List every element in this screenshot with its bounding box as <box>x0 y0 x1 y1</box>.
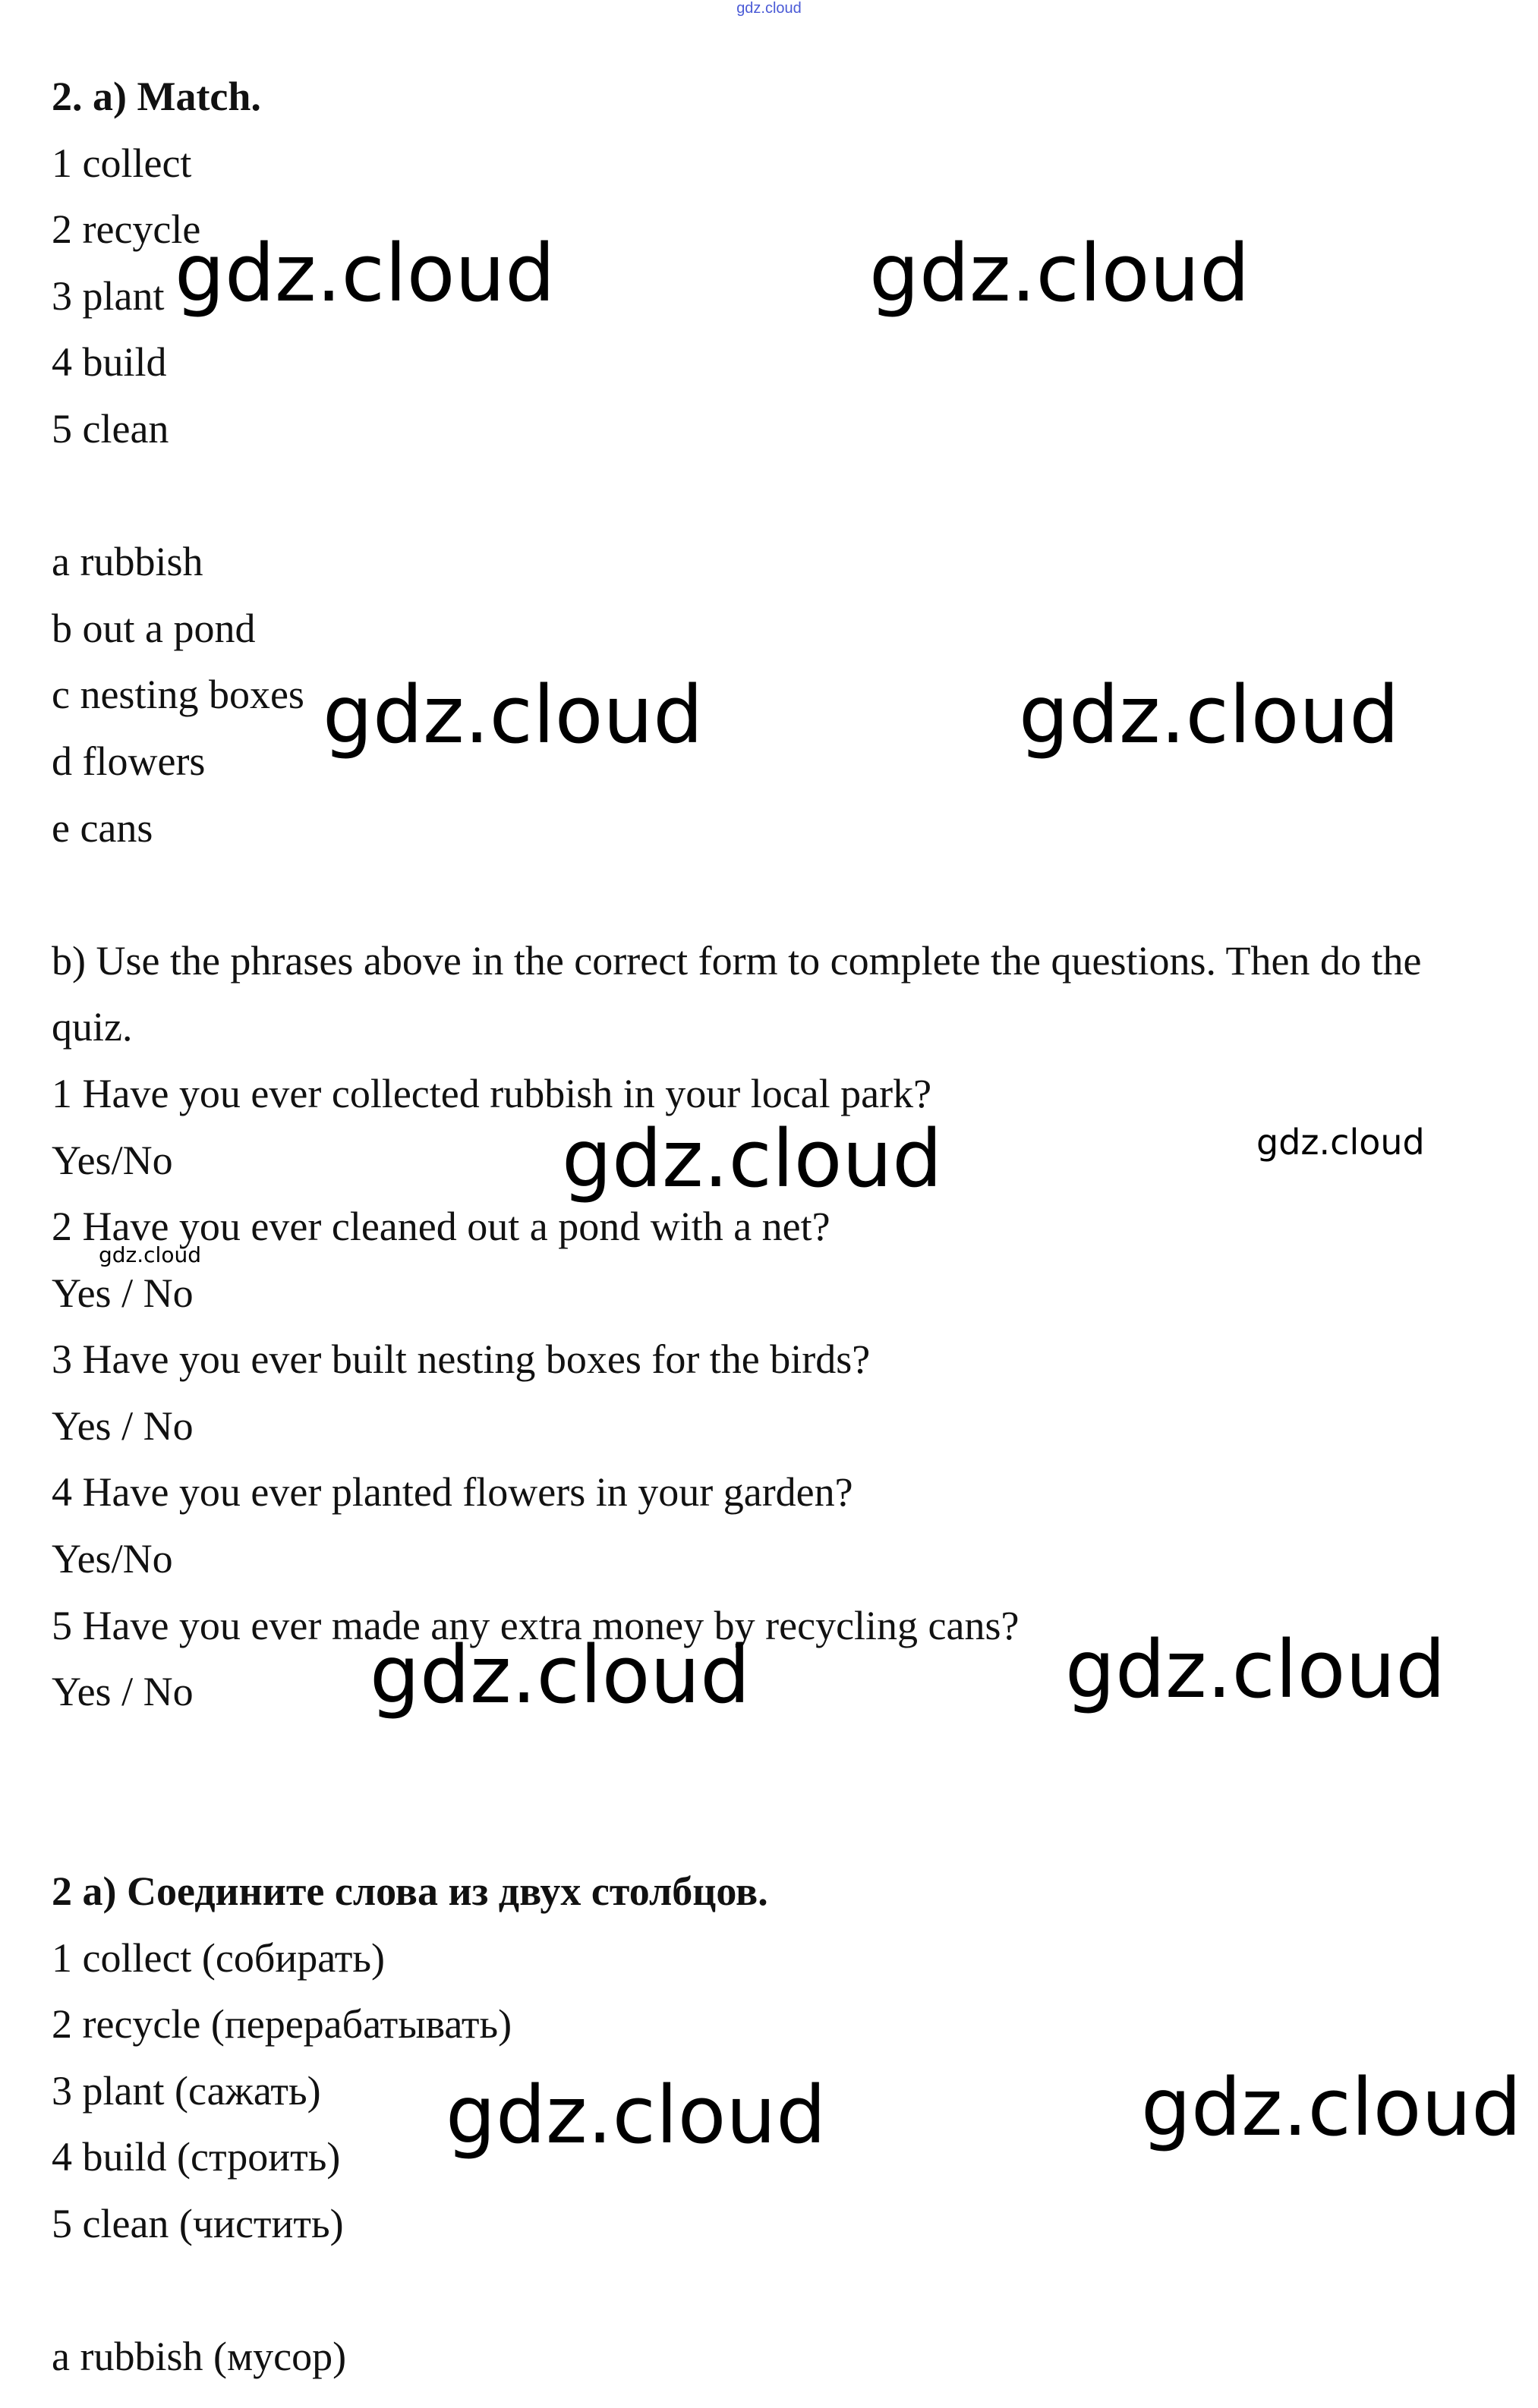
watermark: gdz.cloud <box>1019 669 1400 761</box>
verb-item: 2 recycle <box>52 206 201 253</box>
watermark: gdz.cloud <box>446 2069 827 2161</box>
quiz-answer: Yes / No <box>52 1402 194 1449</box>
translation-verb-item: 2 recycle (перерабатывать) <box>52 2001 512 2048</box>
watermark: gdz.cloud <box>562 1113 943 1205</box>
translation-heading: 2 а) Соедините слова из двух столбцов. <box>52 1868 768 1915</box>
quiz-line: 3 Have you ever built nesting boxes for the birds? <box>52 1336 871 1383</box>
quiz-line: 5 Have you ever made any extra money by recycling cans? <box>52 1602 1020 1648</box>
part-b-instruction: b) Use the phrases above in the correct form to complete the questions. Then do the quiz. <box>52 937 1422 1050</box>
noun-item: b out a pond <box>52 605 256 651</box>
spacer <box>52 1726 1494 1859</box>
quiz-line: 2 Have you ever cleaned out a pond with a net? <box>52 1204 830 1250</box>
spacer <box>52 463 1494 530</box>
quiz-answer: Yes/No <box>52 1536 173 1582</box>
spacer <box>52 2258 1494 2325</box>
exercise-heading: 2. a) Match. <box>52 74 261 119</box>
watermark: gdz.cloud <box>869 227 1250 319</box>
spacer <box>52 861 1494 928</box>
quiz-line: 4 Have you ever planted flowers in your garden? <box>52 1469 853 1516</box>
verb-item: 3 plant <box>52 272 165 319</box>
quiz-answer: Yes / No <box>52 1669 194 1715</box>
watermark: gdz.cloud <box>1141 2061 1522 2154</box>
watermark: gdz.cloud <box>370 1629 751 1721</box>
watermark: gdz.cloud <box>99 1242 201 1267</box>
watermark: gdz.cloud <box>1065 1623 1446 1716</box>
translation-verb-item: 4 build (строить) <box>52 2134 341 2180</box>
quiz-answer: Yes / No <box>52 1270 194 1316</box>
noun-item: a rubbish <box>52 539 203 585</box>
translation-verb-item: 3 plant (сажать) <box>52 2067 321 2114</box>
translation-verb-item: 1 collect (собирать) <box>52 1934 386 1981</box>
verb-item: 4 build <box>52 339 167 386</box>
watermark: gdz.cloud <box>175 227 556 319</box>
quiz-answer: Yes/No <box>52 1137 173 1183</box>
verb-item: 1 collect <box>52 140 192 186</box>
noun-item: d flowers <box>52 738 206 784</box>
site-mark: gdz.cloud <box>736 0 802 17</box>
quiz-line: 1 Have you ever collected rubbish in your local park? <box>52 1070 932 1116</box>
translation-noun-item: a rubbish (мусор) <box>52 2334 347 2380</box>
translation-verb-item: 5 clean (чистить) <box>52 2201 344 2246</box>
exercise-content <box>52 64 1494 2391</box>
noun-item: e cans <box>52 804 153 851</box>
watermark: gdz.cloud <box>323 669 704 761</box>
verb-item: 5 clean <box>52 405 169 452</box>
watermark: gdz.cloud <box>1256 1122 1425 1163</box>
noun-item: c nesting boxes <box>52 672 304 718</box>
